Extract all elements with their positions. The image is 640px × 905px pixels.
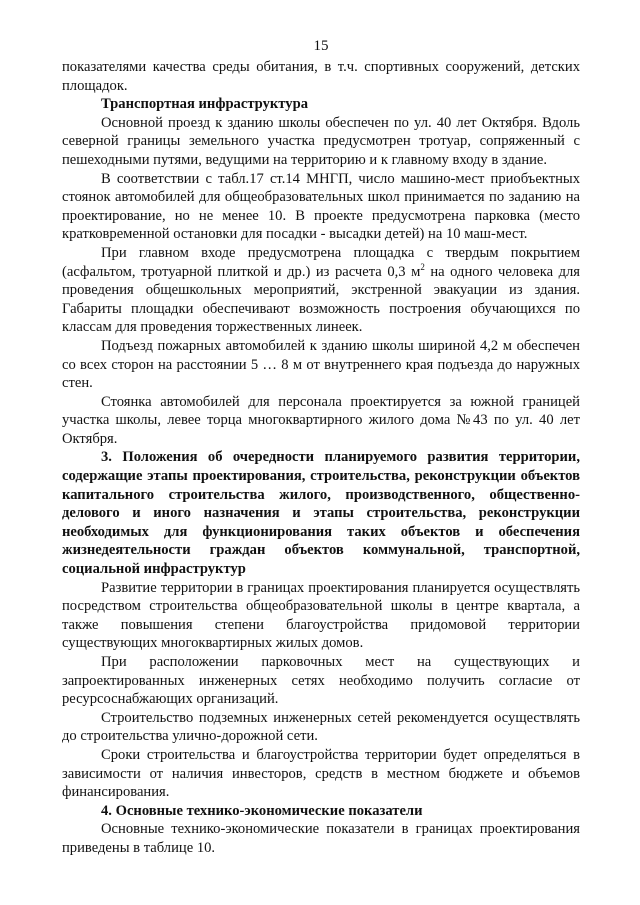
heading-section-4: 4. Основные технико-экономические показатели: [101, 802, 423, 819]
document-page: [62, 34, 580, 858]
square-superscript: 2: [420, 261, 425, 272]
paragraph-parking-spaces: В соответствии с табл.17 ст.14 МНГП, число машино-мест приобъектных стоянок автомобилей для общеобразовательных школ принимается по заданию на проектирование, но не менее 10. В проекте предусмотрена парковка (место кратковременной остановки для посадки - высадки детей) на 10 маш-мест.: [62, 170, 580, 243]
entrance-area-text-a: При главном входе предусмотрена площадка с твердым покрытием (асфальтом, тротуарной плиткой и др.) из расчета 0,3 м: [62, 244, 580, 280]
paragraph-staff-parking: Стоянка автомобилей для персонала проектируется за южной границей участка школы, левее торца многоквартирного жилого дома №43 по ул. 40 лет Октября.: [62, 393, 580, 447]
heading-section-3: 3. Положения об очередности планируемого развития территории, содержащие этапы проектирования, строительства, реконструкции объектов капитального строительства жилого, производственного, общественно-делового и иного назначения и этапы строительства, реконструкции необходимых для функционирования таких объектов и обеспечения жизнедеятельности граждан объектов коммунальной, транспортной, социальной инфраструктур: [62, 449, 580, 578]
entrance-area-text-b: на одного человека для проведения общешкольных мероприятий, экстренной эвакуации из здания. Габариты площадки обеспечивают возможность построения обучающихся по классам для проведения торжественных линеек.: [62, 263, 580, 336]
paragraph-entrance-area: [62, 244, 580, 337]
paragraph-parking-networks: При расположении парковочных мест на существующих и запроектированных инженерных сетях необходимо получить согласие от ресурсоснабжающих организаций.: [62, 654, 580, 708]
paragraph-indicators-table: Основные технико-экономические показатели в границах проектирования приведены в таблице 10.: [62, 821, 580, 856]
paragraph-underground-networks: Строительство подземных инженерных сетей рекомендуется осуществлять до строительства улично-дорожной сети.: [62, 709, 580, 745]
paragraph-continuation: показателями качества среды обитания, в т.ч. спортивных сооружений, детских площадок.: [62, 59, 580, 94]
paragraph-main-access: Основной проезд к зданию школы обеспечен по ул. 40 лет Октября. Вдоль северной границы земельного участка предусмотрен тротуар, сопряженный с пешеходными путями, ведущими на территорию и к главному входу в здание.: [62, 114, 580, 168]
paragraph-fire-access: Подъезд пожарных автомобилей к зданию школы шириной 4,2 м обеспечен со всех сторон на расстоянии 5 … 8 м от внутреннего края подъезда до наружных стен.: [62, 337, 580, 392]
paragraph-construction-terms: Сроки строительства и благоустройства территории будет определяться в зависимости от наличия инвесторов, средств в местном бюджете и объемов финансирования.: [62, 746, 580, 801]
paragraph-territory-development: Развитие территории в границах проектирования планируется осуществлять посредством строительства общеобразовательной школы в центре квартала, а также повышения степени благоустройства придомовой территории существующих многоквартирных жилых домов.: [62, 579, 580, 652]
page-number: 15: [313, 38, 329, 54]
heading-transport-infrastructure: Транспортная инфраструктура: [101, 96, 308, 113]
